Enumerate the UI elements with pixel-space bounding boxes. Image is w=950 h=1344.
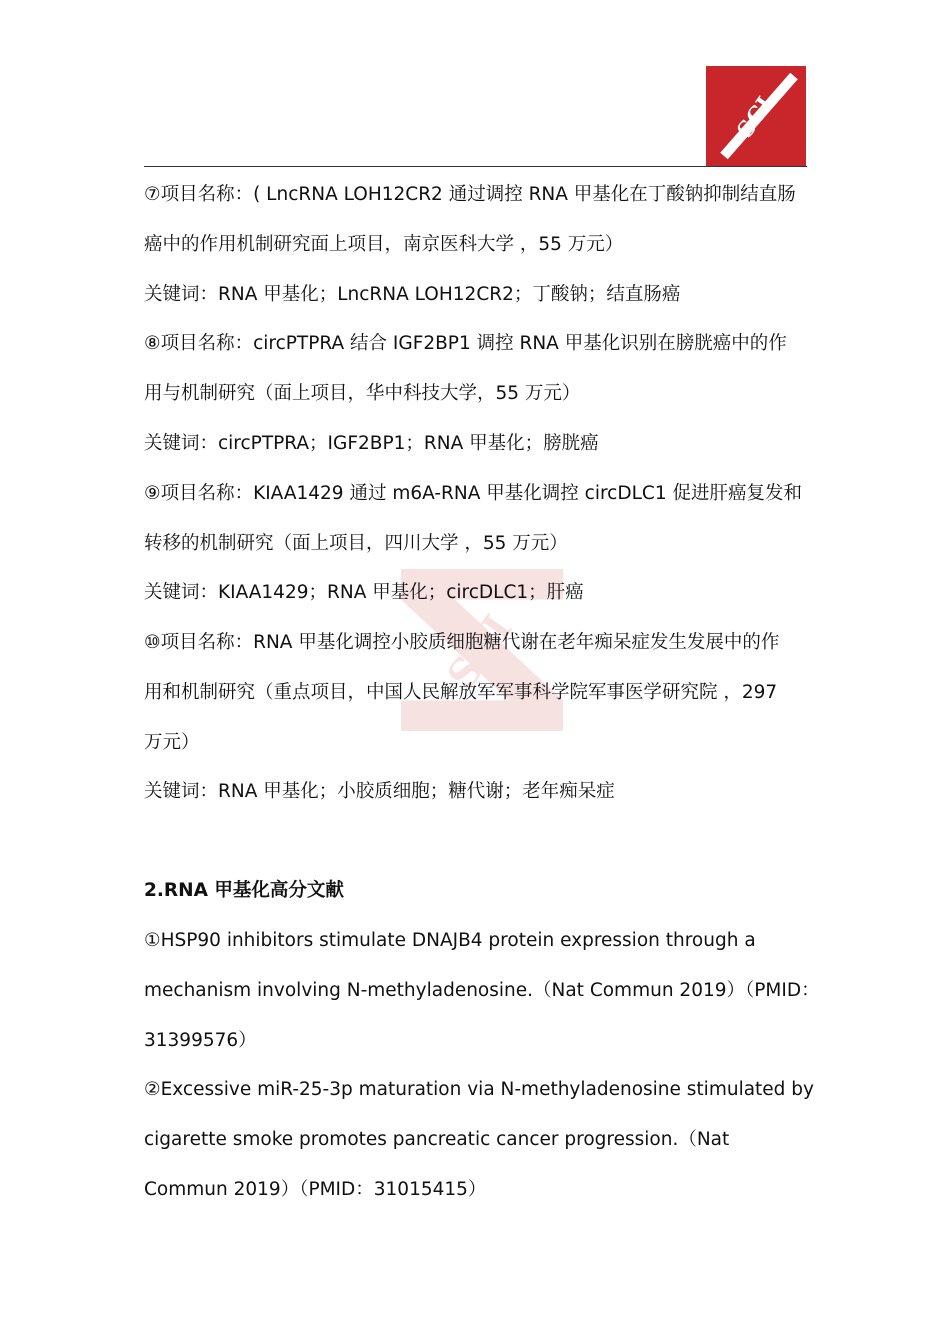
project-7-title-line-2: 癌中的作用机制研究面上项目，南京医科大学 ，55 万元） — [144, 234, 624, 255]
project-10-title-line-2: 用和机制研究（重点项目，中国人民解放军军事科学院军事医学研究院 ，297 — [144, 682, 778, 703]
header-divider — [144, 166, 807, 167]
project-8-keywords: 关键词：circPTPRA；IGF2BP1；RNA 甲基化；膀胱癌 — [144, 433, 599, 454]
project-9-title-line-2: 转移的机制研究（面上项目，四川大学 ，55 万元） — [144, 533, 568, 554]
project-9-title-line-1: ⑨项目名称：KIAA1429 通过 m6A-RNA 甲基化调控 circDLC1 促进肝癌复发和 — [144, 483, 802, 504]
paper-2-line-1: ②Excessive miR-25-3p maturation via N-methyladenosine stimulated by — [144, 1079, 814, 1100]
project-8-title-line-2: 用与机制研究（面上项目，华中科技大学，55 万元） — [144, 383, 581, 404]
paper-1-line-2: mechanism involving N-methyladenosine.（Nat Commun 2019）（PMID： — [144, 980, 820, 1001]
paper-1-line-3: 31399576） — [144, 1030, 257, 1051]
paper-1-line-1: ①HSP90 inhibitors stimulate DNAJB4 protein expression through a — [144, 930, 756, 951]
project-9-keywords: 关键词：KIAA1429；RNA 甲基化；circDLC1；肝癌 — [144, 582, 584, 603]
project-10-title-line-3: 万元） — [144, 732, 200, 753]
project-7-keywords: 关键词：RNA 甲基化；LncRNA LOH12CR2；丁酸钠；结直肠癌 — [144, 284, 681, 305]
project-7-title-line-1: ⑦项目名称：( LncRNA LOH12CR2 通过调控 RNA 甲基化在丁酸钠抑制结直肠 — [144, 184, 796, 205]
paper-2-line-3: Commun 2019）（PMID：31015415） — [144, 1179, 487, 1200]
section-heading: 2.RNA 甲基化高分文献 — [144, 880, 344, 901]
project-8-title-line-1: ⑧项目名称：circPTPRA 结合 IGF2BP1 调控 RNA 甲基化识别在膀胱癌中的作 — [144, 333, 787, 354]
svg-text:SCI: SCI — [731, 92, 779, 143]
project-10-title-line-1: ⑩项目名称：RNA 甲基化调控小胶质细胞糖代谢在老年痴呆症发生发展中的作 — [144, 632, 780, 653]
project-10-keywords: 关键词：RNA 甲基化；小胶质细胞；糖代谢；老年痴呆症 — [144, 781, 615, 802]
paper-2-line-2: cigarette smoke promotes pancreatic cancer progression.（Nat — [144, 1129, 730, 1150]
svg-text:SCI: SCI — [438, 606, 522, 698]
sci-logo — [706, 66, 806, 166]
